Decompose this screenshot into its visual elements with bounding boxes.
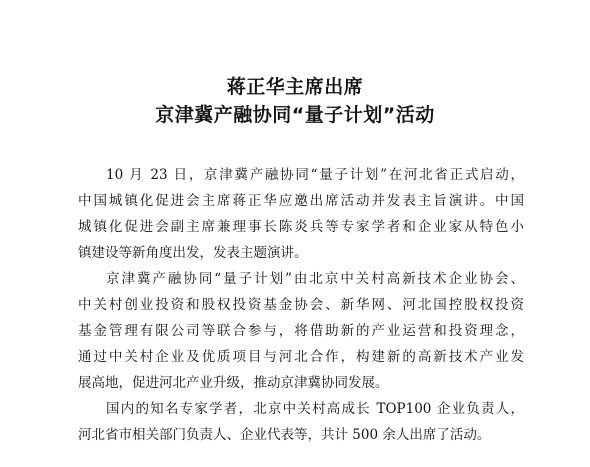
paragraph-1-line-1: 10 月 23 日，京津冀产融协同“量子计划”在河北省正式启动，	[106, 167, 524, 183]
paragraph-2-line-4: 通过中关村企业及优质项目与河北合作，构建新的高新技术产业发	[78, 349, 524, 365]
paragraph-1-line-3: 城镇化促进会副主席兼理事长陈炎兵等专家学者和企业家从特色小	[78, 219, 524, 235]
paragraph-2-line-3: 基金管理有限公司等联合参与，将借助新的产业运营和投资理念，	[78, 323, 524, 339]
paragraph-3-line-1: 国内的知名专家学者，北京中关村高成长 TOP100 企业负责人，	[106, 401, 524, 417]
article-title-line-2: 京津冀产融协同“量子计划”活动	[155, 104, 435, 126]
paragraph-3-line-2: 河北省市相关部门负责人、企业代表等，共计 500 余人出席了活动。	[78, 427, 491, 443]
paragraph-1-line-2: 中国城镇化促进会主席蒋正华应邀出席活动并发表主旨演讲。中国	[78, 193, 524, 209]
article-title-line-1: 蒋正华主席出席	[226, 76, 364, 98]
paragraph-2-line-1: 京津冀产融协同“量子计划”由北京中关村高新技术企业协会、	[106, 271, 524, 287]
paragraph-2-line-2: 中关村创业投资和股权投资基金协会、新华网、河北国控股权投资	[78, 297, 524, 313]
paragraph-2-line-5: 展高地，促进河北产业升级，推动京津冀协同发展。	[78, 375, 389, 391]
paragraph-1-line-4: 镇建设等新角度出发，发表主题演讲。	[78, 245, 308, 261]
